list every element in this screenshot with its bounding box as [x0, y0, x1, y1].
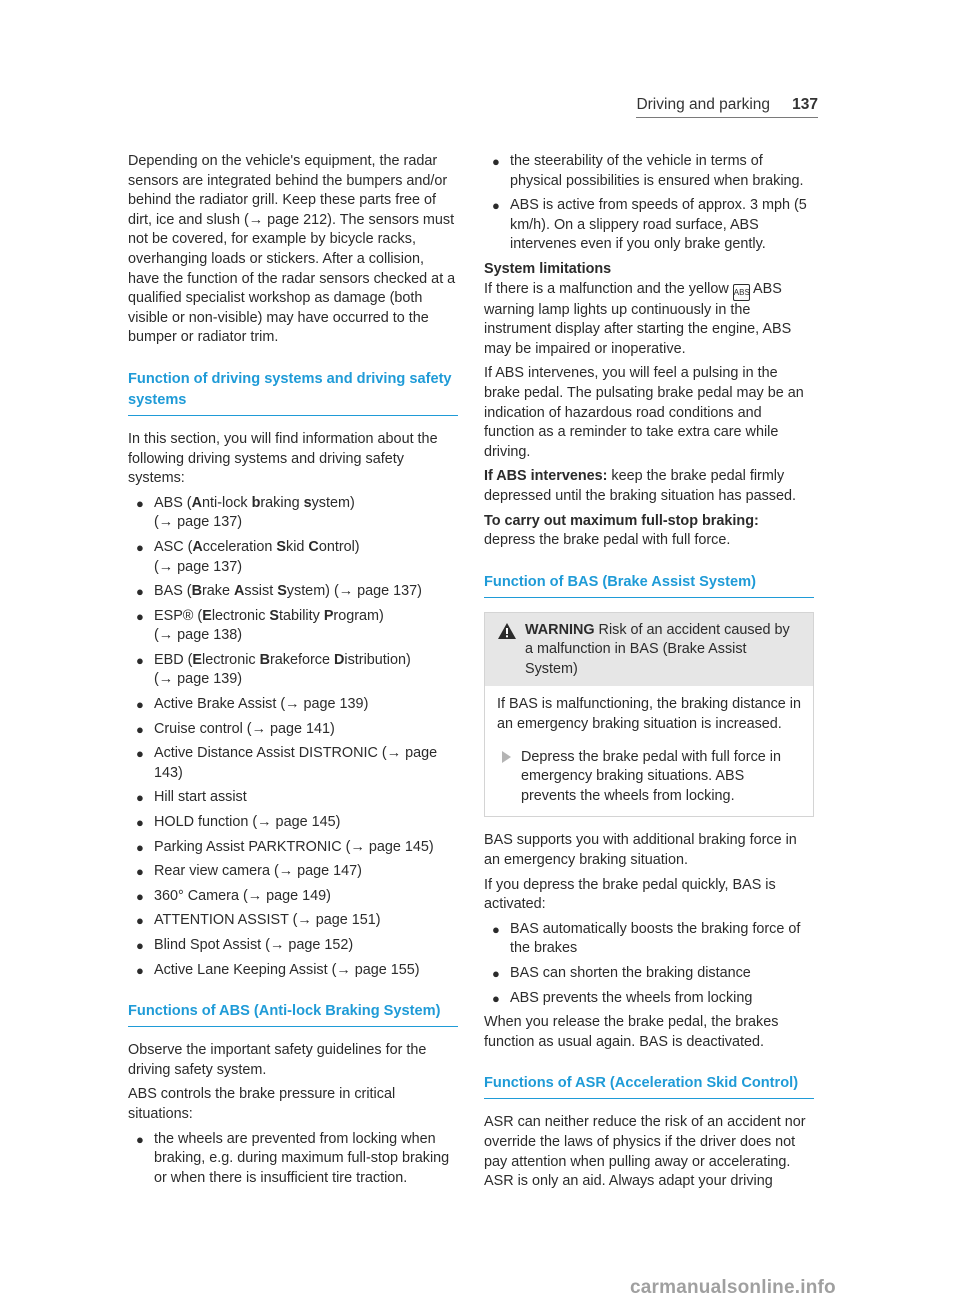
- bullet-icon: ●: [136, 746, 144, 762]
- section-title: Driving and parking: [636, 96, 770, 113]
- warning-box: [484, 612, 814, 818]
- warning-header: [485, 613, 813, 687]
- list-item: ● EBD (Electronic Brakeforce Distribution) (→ page 139): [136, 651, 411, 688]
- list-item: ● ATTENTION ASSIST (→ page 151): [128, 911, 458, 931]
- list-item: ● the steerability of the vehicle in terms of physical possibilities is ensured when braking.: [492, 153, 804, 189]
- bullet-icon: ●: [136, 864, 144, 880]
- bas-paragraph-1: BAS supports you with additional braking force in an emergency braking situation.: [484, 832, 797, 869]
- bullet-icon: ●: [492, 990, 500, 1006]
- list-item: ● Parking Assist PARKTRONIC (→ page 145): [128, 838, 458, 858]
- header-rule: [636, 117, 818, 118]
- bas-paragraph-2: If you depress the brake pedal quickly, BAS is activated:: [484, 876, 776, 913]
- section-intro-paragraph: In this section, you will find information about the following driving systems and driving safety systems:: [128, 430, 438, 487]
- list-item: ● Active Brake Assist (→ page 139): [128, 695, 458, 715]
- bas-paragraph-3: When you release the brake pedal, the brakes function as usual again. BAS is deactivated.: [484, 1014, 779, 1050]
- bullet-icon: ●: [492, 921, 500, 937]
- radar-intro-paragraph: Depending on the vehicle's equipment, the radar sensors are integrated behind the bumpers and/or behind the radiator grill. Keep these parts free of dirt, ice and slush (→ page 212). The sensors must not be covered, for example by bicycle racks, overhanging loads or stickers. After a collision, have the function of the radar sensors checked at a qualified specialist workshop as damage (both visible or non-visible) may have occurred to the bumper or radiator trim.: [128, 153, 456, 346]
- abs-paragraph-1: Observe the important safety guidelines for the driving safety system.: [128, 1042, 427, 1078]
- right-column: [484, 152, 814, 1197]
- page-header: [636, 95, 818, 121]
- abs-warning-icon: ABS: [733, 284, 750, 301]
- list-item: ● Rear view camera (→ page 147): [128, 862, 458, 882]
- heading-abs: Functions of ABS (Anti-lock Braking System): [128, 1001, 458, 1027]
- list-item: ● Active Lane Keeping Assist (→ page 155): [128, 961, 458, 981]
- asr-paragraph: ASR can neither reduce the risk of an accident nor override the laws of physics if the driver does not pay attention when pulling away or accelerating. ASR is only an aid. Always adapt your driving: [484, 1114, 806, 1190]
- list-item: ● BAS (Brake Assist System) (→ page 137): [128, 582, 458, 602]
- list-item: ● ABS (Anti-lock braking system) (→ page 137): [136, 494, 355, 531]
- watermark: carmanualsonline.info: [630, 1277, 836, 1298]
- bullet-icon: ●: [136, 790, 144, 806]
- list-item: ● ABS is active from speeds of approx. 3 mph (5 km/h). On a slippery road surface, ABS intervenes even if you only brake gently.: [492, 197, 807, 253]
- list-item: ● the wheels are prevented from locking when braking, e.g. during maximum full-stop braking or when there is insufficient tire traction.: [136, 1130, 450, 1186]
- list-item: ● Active Distance Assist DISTRONIC (→ page 143): [136, 745, 438, 781]
- bullet-icon: ●: [136, 888, 144, 904]
- warning-triangle-icon: [497, 622, 517, 640]
- bullet-icon: ●: [136, 584, 144, 600]
- list-item: ● BAS automatically boosts the braking force of the brakes: [492, 920, 801, 957]
- intervenes-paragraph: If ABS intervenes: keep the brake pedal firmly depressed until the braking situation has passed.: [484, 468, 796, 504]
- list-item: ● ASC (Acceleration Skid Control) (→ page 137): [136, 538, 360, 575]
- heading-bas: Function of BAS (Brake Assist System): [484, 572, 814, 598]
- fullstop-paragraph: To carry out maximum full-stop braking: depress the brake pedal with full force.: [484, 512, 759, 549]
- left-column: [128, 152, 458, 1193]
- bullet-icon: ●: [492, 966, 500, 981]
- bullet-icon: ●: [136, 913, 144, 929]
- bullet-icon: ●: [136, 495, 144, 511]
- play-arrow-icon: [502, 751, 511, 763]
- limitations-paragraph: If there is a malfunction and the yellow ABS ABS warning lamp lights up continuously in the instrument display after starting the engine, ABS may be impaired or inoperative.: [484, 280, 792, 357]
- bullet-icon: ●: [492, 154, 500, 169]
- abs-list-continued: [484, 152, 814, 255]
- abs-list: [128, 1130, 458, 1189]
- bullet-icon: ●: [136, 1131, 144, 1147]
- bullet-icon: ●: [136, 938, 144, 953]
- warning-text: If BAS is malfunctioning, the braking distance in an emergency braking situation is increased.: [497, 696, 801, 733]
- heading-driving-systems: Function of driving systems and driving safety systems: [128, 369, 458, 416]
- bas-list: [484, 920, 814, 1008]
- bullet-icon: ●: [136, 962, 144, 978]
- list-item: ● BAS can shorten the braking distance: [484, 964, 814, 984]
- bullet-icon: ●: [136, 697, 144, 713]
- list-item: ● HOLD function (→ page 145): [128, 813, 458, 833]
- warning-label: WARNING: [525, 621, 595, 638]
- page-number: 137: [792, 96, 818, 113]
- warning-step: Depress the brake pedal with full force in emergency braking situations. ABS prevents the wheels from locking.: [497, 748, 801, 807]
- bullet-icon: ●: [136, 652, 144, 668]
- bullet-icon: ●: [136, 721, 144, 737]
- bullet-icon: ●: [136, 539, 144, 555]
- list-item: ● 360° Camera (→ page 149): [128, 887, 458, 907]
- heading-system-limitations: System limitations: [484, 260, 612, 277]
- heading-asr: Functions of ASR (Acceleration Skid Control): [484, 1073, 814, 1099]
- list-item: ● Cruise control (→ page 141): [128, 720, 458, 740]
- warning-body: [485, 686, 813, 816]
- list-item: ● Hill start assist: [128, 788, 458, 808]
- bullet-icon: ●: [136, 815, 144, 831]
- abs-paragraph-2: ABS controls the brake pressure in critical situations:: [128, 1086, 396, 1122]
- pulsing-paragraph: If ABS intervenes, you will feel a pulsing in the brake pedal. The pulsating brake pedal may be an indication of hazardous road conditions and function as a reminder to take extra care while driving.: [484, 365, 804, 460]
- systems-list: [128, 494, 458, 980]
- list-item: ● Blind Spot Assist (→ page 152): [128, 936, 458, 956]
- bullet-icon: ●: [136, 839, 144, 855]
- list-item: ● ESP® (Electronic Stability Program) (→ page 138): [136, 607, 384, 644]
- list-item: ● ABS prevents the wheels from locking: [484, 989, 814, 1009]
- bullet-icon: ●: [136, 608, 144, 624]
- warning-title: Risk of an accident caused by a malfunction in BAS (Brake Assist System): [525, 621, 790, 677]
- bullet-icon: ●: [492, 198, 500, 214]
